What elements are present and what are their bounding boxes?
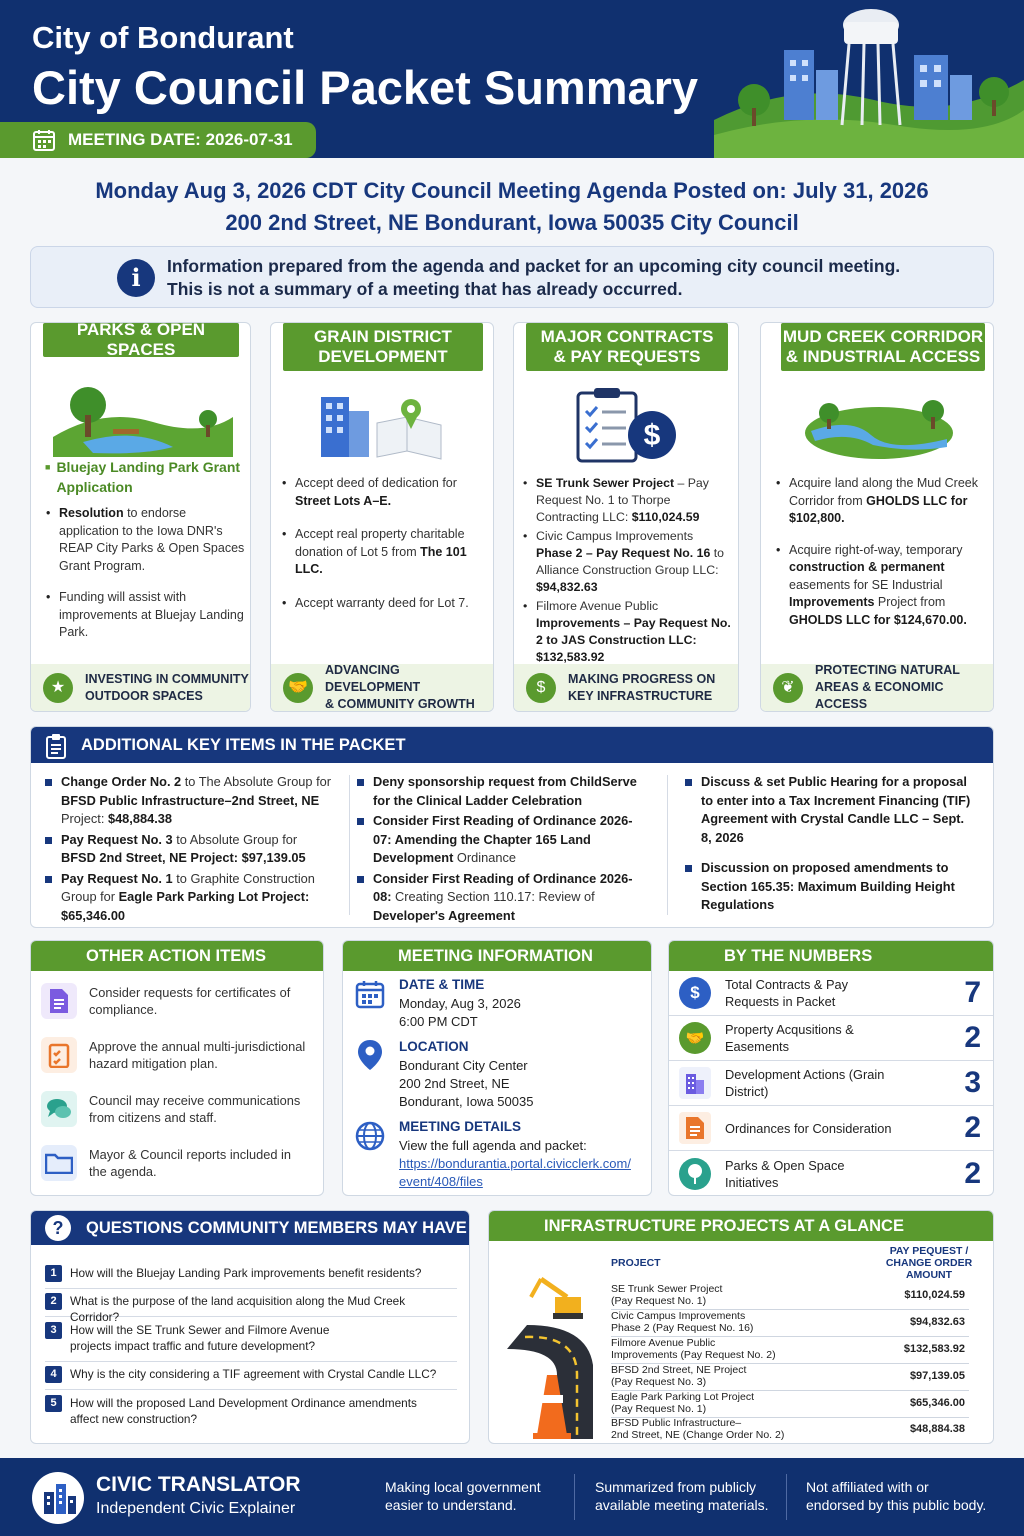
divider: [786, 1474, 787, 1520]
info-text: Information prepared from the agenda and packet for an upcoming city council meeting. This is not a summary of a meeting that has already occurred.: [167, 256, 901, 299]
additional-item: Discuss & set Public Hearing for a proposal to enter into a Tax Increment Financing (TIF) Agreement with Crystal Candle LLC – Sept. 8, 2026: [685, 773, 975, 847]
question-item: 1 How will the Bluejay Landing Park improvements benefit residents?: [45, 1265, 457, 1289]
handshake-icon: 🤝: [283, 673, 313, 703]
meeting-line-2: 200 2nd Street, NE Bondurant, Iowa 50035 City Council: [225, 210, 799, 235]
globe-icon: [355, 1121, 385, 1151]
meeting-details-block: MEETING DETAILS View the full agenda and packet: https://bondurantia.portal.civicclerk.com/ event/408/files: [399, 1119, 631, 1189]
number-row: 🤝 Property Acqusitions & Easements 2: [669, 1016, 993, 1061]
grain-bullet-1: • Accept deed of dedication for Street Lots A–E.: [295, 475, 485, 510]
checklist-icon: [41, 1037, 77, 1073]
card-grain-body: [295, 475, 485, 626]
date-time-block: DATE & TIME Monday, Aug 3, 2026 6:00 PM CDT: [399, 977, 521, 1029]
agenda-link-cont[interactable]: event/408/files: [399, 1174, 483, 1189]
number-row: Ordinances for Consideration 2: [669, 1106, 993, 1151]
action-item: Mayor & Council reports included in the agenda.: [41, 1145, 309, 1181]
building-map-icon: [311, 389, 451, 461]
additional-item: Pay Request No. 3 to Absolute Group for BFSD 2nd Street, NE Project: $97,139.05: [45, 831, 335, 868]
contracts-bullet-3: • Filmore Avenue Public Improvements – Pay Request No. 2 to JAS Construction LLC: $132,583.92: [536, 598, 732, 666]
parks-subhead: Bluejay Landing Park Grant Application: [56, 459, 241, 495]
contracts-bullet-2: • Civic Campus Improvements Phase 2 – Pay Request No. 16 to Alliance Construction Group LLC: $94,832.63: [536, 528, 732, 596]
ordinance-document-icon: [679, 1112, 711, 1144]
card-title: PARKS & OPEN SPACES: [43, 323, 239, 357]
contracts-bullet-1: • SE Trunk Sewer Project – Pay Request No. 1 to Thorpe Contracting LLC: $110,024.59: [536, 475, 732, 526]
additional-item: Deny sponsorship request from ChildServe for the Clinical Ladder Celebration: [357, 773, 647, 810]
building-icon: [679, 1067, 711, 1099]
star-icon: ★: [43, 673, 73, 703]
city-skyline-illustration: [714, 0, 1024, 158]
action-item: Consider requests for certificates of compliance.: [41, 983, 309, 1019]
infrastructure-projects: [488, 1210, 994, 1444]
table-row: BFSD Public Infrastructure– 2nd Street, NE (Change Order No. 2) $48,884.38: [611, 1417, 965, 1441]
creek-illustration: [801, 387, 957, 463]
footer-text-1: Making local government easier to understand.: [385, 1479, 541, 1513]
card-parks: [30, 322, 251, 712]
parks-bullet-1: • Resolution to endorse application to the Iowa DNR's REAP City Parks & Open Spaces Grant Program.: [59, 505, 245, 575]
dollar-icon: $: [526, 673, 556, 703]
parks-bullet-2: • Funding will assist with improvements at Bluejay Landing Park.: [59, 589, 245, 642]
additional-item: Discussion on proposed amendments to Section 165.35: Maximum Building Height Regulations: [685, 859, 975, 915]
additional-col-3: [685, 773, 975, 917]
numbers-header: BY THE NUMBERS: [669, 941, 993, 971]
calendar-icon: [32, 128, 56, 152]
number-row: $ Total Contracts & Pay Requests in Packet 7: [669, 971, 993, 1016]
card-title: MAJOR CONTRACTS & PAY REQUESTS: [526, 323, 728, 371]
additional-item: Pay Request No. 1 to Graphite Construction Group for Eagle Park Parking Lot Project: $65,346.00: [45, 870, 335, 926]
number-row: Development Actions (Grain District) 3: [669, 1061, 993, 1106]
page-footer: [0, 1458, 1024, 1536]
number-value: 2: [964, 1156, 981, 1190]
additional-key-items: [30, 726, 994, 928]
meeting-information: [342, 940, 652, 1196]
community-questions: [30, 1210, 470, 1444]
card-mud-creek-footer: ❦ PROTECTING NATURAL AREAS & ECONOMIC ACCESS: [761, 664, 993, 711]
clipboard-icon: [45, 733, 67, 759]
card-contracts-body: [536, 475, 732, 680]
meeting-date-text: MEETING DATE: 2026-07-31: [68, 130, 293, 149]
other-actions-header: OTHER ACTION ITEMS: [31, 941, 323, 971]
leaf-icon: ❦: [773, 673, 803, 703]
number-value: 3: [964, 1066, 981, 1099]
calendar-icon: [355, 979, 385, 1009]
info-notice: [30, 246, 994, 308]
additional-header: ADDITIONAL KEY ITEMS IN THE PACKET: [31, 727, 993, 763]
location-block: LOCATION Bondurant City Center 200 2nd Street, NE Bondurant, Iowa 50035: [399, 1039, 534, 1109]
table-row: Civic Campus Improvements Phase 2 (Pay Request No. 16) $94,832.63: [611, 1310, 969, 1337]
grain-bullet-3: • Accept warranty deed for Lot 7.: [295, 595, 485, 613]
civic-translator-logo: [30, 1470, 86, 1526]
card-title: GRAIN DISTRICT DEVELOPMENT: [283, 323, 483, 371]
agenda-link[interactable]: https://bondurantia.portal.civicclerk.com/: [399, 1156, 631, 1171]
card-mud-creek-body: [789, 475, 985, 643]
table-row: Eagle Park Parking Lot Project (Pay Request No. 1) $65,346.00: [611, 1391, 969, 1418]
question-item: 2 What is the purpose of the land acquisition along the Mud Creek Corridor?: [45, 1293, 457, 1317]
by-the-numbers: [668, 940, 994, 1196]
meeting-info-header: MEETING INFORMATION: [343, 941, 651, 971]
tree-icon: [679, 1158, 711, 1190]
handshake-icon: 🤝: [679, 1022, 711, 1054]
document-icon: [41, 983, 77, 1019]
additional-col-2: [357, 773, 647, 927]
divider: [349, 775, 350, 915]
divider: [574, 1474, 575, 1520]
additional-item: Consider First Reading of Ordinance 2026-07: Amending the Chapter 165 Land Development Ordinance: [357, 812, 647, 868]
city-name: City of Bondurant: [32, 20, 294, 55]
mudcreek-bullet-1: • Acquire land along the Mud Creek Corridor from GHOLDS LLC for $102,800.: [789, 475, 985, 528]
additional-col-1: [45, 773, 335, 927]
footer-text-2: Summarized from publicly available meeting materials.: [595, 1479, 769, 1513]
meeting-date-badge: [0, 122, 316, 158]
page-header: [0, 0, 1024, 158]
number-value: 2: [964, 1111, 981, 1144]
chat-bubbles-icon: [41, 1091, 77, 1127]
additional-item: Change Order No. 2 to The Absolute Group for BFSD Public Infrastructure–2nd Street, NE Project: $48,884.38: [45, 773, 335, 829]
other-action-items: [30, 940, 324, 1196]
road-construction-illustration: [497, 1265, 605, 1439]
additional-item: Consider First Reading of Ordinance 2026-08: Creating Section 110.17: Review of Developer's Agreement: [357, 870, 647, 926]
location-pin-icon: [357, 1039, 383, 1071]
mudcreek-bullet-2: • Acquire right-of-way, temporary construction & permanent easements for SE Industrial Improvements Project from GHOLDS LLC for $124,670.00.: [789, 542, 985, 630]
question-item: 5 How will the proposed Land Development Ordinance amendments affect new construction?: [45, 1395, 457, 1433]
svg-text:$: $: [643, 419, 661, 452]
divider: [667, 775, 668, 915]
question-item: 3 How will the SE Trunk Sewer and Filmore Avenue projects impact traffic and future development?: [45, 1322, 457, 1362]
footer-subtitle: Independent Civic Explainer: [96, 1500, 296, 1517]
action-item: Council may receive communications from citizens and staff.: [41, 1091, 309, 1127]
checklist-dollar-icon: [572, 387, 682, 463]
table-row: BFSD 2nd Street, NE Project (Pay Request No. 3) $97,139.05: [611, 1364, 969, 1391]
footer-title: CIVIC TRANSLATOR: [96, 1473, 301, 1496]
number-row: Parks & Open Space Initiatives 2: [669, 1151, 993, 1196]
table-row: SE Trunk Sewer Project (Pay Request No. 1) $110,024.59: [611, 1283, 969, 1310]
question-icon: ?: [45, 1215, 71, 1241]
card-parks-footer: ★ INVESTING IN COMMUNITY OUTDOOR SPACES: [31, 664, 250, 711]
table-row: Filmore Avenue Public Improvements (Pay Request No. 2) $132,583.92: [611, 1337, 969, 1364]
col-project-header: PROJECT: [611, 1257, 661, 1269]
bullet-square-icon: ■: [45, 462, 51, 472]
card-grain-district: [270, 322, 494, 712]
meeting-line-1: Monday Aug 3, 2026 CDT City Council Meeting Agenda Posted on: July 31, 2026: [95, 178, 929, 203]
number-value: 2: [964, 1021, 981, 1054]
col-amount-header: PAY PEQUEST / CHANGE ORDER AMOUNT: [885, 1245, 973, 1281]
folder-icon: [41, 1145, 77, 1181]
info-icon: i: [117, 259, 155, 297]
question-item: 4 Why is the city considering a TIF agreement with Crystal Candle LLC?: [45, 1366, 457, 1390]
grain-bullet-2: • Accept real property charitable donation of Lot 5 from The 101 LLC.: [295, 526, 485, 579]
dollar-icon: $: [679, 977, 711, 1009]
page-title: City Council Packet Summary: [32, 61, 699, 114]
card-mud-creek: [760, 322, 994, 712]
footer-text-3: Not affiliated with or endorsed by this public body.: [806, 1479, 987, 1513]
card-grain-footer: 🤝 ADVANCING DEVELOPMENT & COMMUNITY GROWTH: [271, 664, 493, 711]
action-item: Approve the annual multi-jurisdictional hazard mitigation plan.: [41, 1037, 309, 1073]
card-contracts-footer: $ MAKING PROGRESS ON KEY INFRASTRUCTURE: [514, 664, 738, 711]
questions-header: ? QUESTIONS COMMUNITY MEMBERS MAY HAVE: [31, 1211, 469, 1245]
card-contracts: [513, 322, 739, 712]
card-parks-body: [45, 457, 245, 656]
card-title: MUD CREEK CORRIDOR & INDUSTRIAL ACCESS: [781, 323, 985, 371]
infrastructure-header: INFRASTRUCTURE PROJECTS AT A GLANCE: [489, 1211, 993, 1241]
number-value: 7: [964, 976, 981, 1009]
park-illustration: [43, 367, 239, 457]
